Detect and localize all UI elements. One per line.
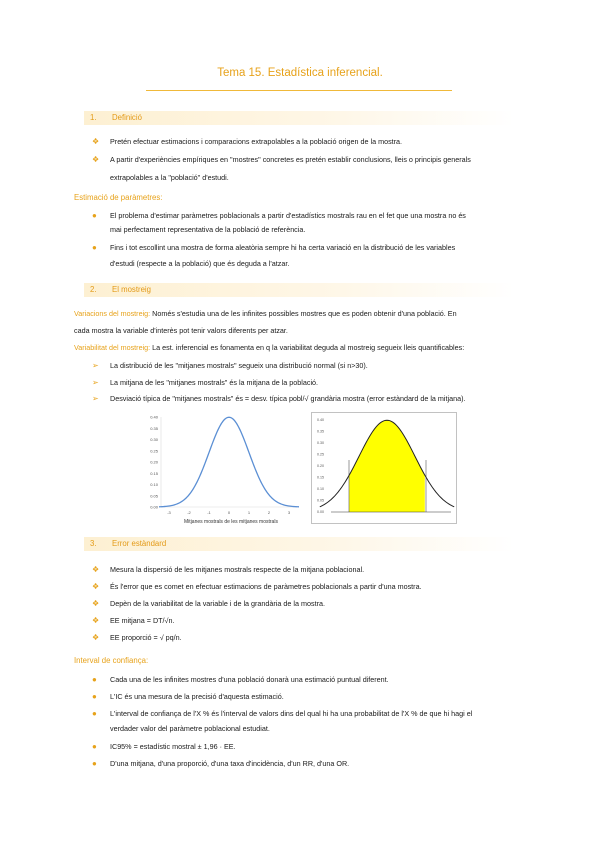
x-tick-label: 3 <box>287 510 291 515</box>
round-bullet-icon: ● <box>92 759 97 768</box>
section-label: El mostreig <box>112 285 151 294</box>
y-tick-label: 0.20 <box>317 464 324 469</box>
x-tick-label: -3 <box>167 510 171 515</box>
section-number: 1. <box>90 113 97 122</box>
section-header-mostreig <box>84 283 514 297</box>
diamond-bullet-icon: ❖ <box>92 633 100 642</box>
section-label: Error estàndard <box>112 539 167 548</box>
section-number: 3. <box>90 539 97 548</box>
y-tick-label: 0.15 <box>150 470 158 476</box>
round-bullet-icon: ● <box>92 211 97 220</box>
paragraph-lead: Variacions del mostreig: <box>74 309 151 318</box>
x-axis-label: Mitjanes mostrals de les mitjanes mostrals <box>184 519 278 525</box>
y-tick-label: 0.00 <box>150 504 158 510</box>
section-number: 2. <box>90 285 97 294</box>
diamond-bullet-icon: ❖ <box>92 616 100 625</box>
normal-distribution-chart <box>145 412 305 530</box>
round-bullet-icon: ● <box>92 709 97 718</box>
paragraph-continuation: cada mostra la variable d'interès pot tenir valors diferents per atzar. <box>74 326 288 335</box>
paragraph-lead: Variabilitat del mostreig: <box>74 343 151 352</box>
page-title: Tema 15. Estadística inferencial. <box>217 67 383 79</box>
arrow-bullet-icon: ➢ <box>92 394 99 403</box>
round-bullet-icon: ● <box>92 742 97 751</box>
diamond-bullet-icon: ❖ <box>92 565 100 574</box>
y-tick-label: 0.20 <box>150 459 158 465</box>
x-tick-label: 1 <box>247 510 251 515</box>
y-tick-label: 0.30 <box>317 441 324 446</box>
x-tick-label: -1 <box>207 510 211 515</box>
y-tick-label: 0.05 <box>317 498 324 503</box>
section-header-definicio <box>84 111 514 125</box>
y-tick-label: 0.35 <box>317 429 324 434</box>
round-bullet-icon: ● <box>92 692 97 701</box>
subheading-estimacio: Estimació de paràmetres: <box>74 193 163 202</box>
diamond-bullet-icon: ❖ <box>92 599 100 608</box>
diamond-bullet-icon: ❖ <box>92 137 100 146</box>
paragraph-variabilitat: Variabilitat del mostreig: La est. inferencial es fonamenta en q la variabilitat deguda al mostreig segueix lleis quantificables: <box>74 343 465 352</box>
y-tick-label: 0.10 <box>317 487 324 492</box>
diamond-bullet-icon: ❖ <box>92 155 100 164</box>
y-tick-label: 0.35 <box>150 425 158 431</box>
x-tick-label: 0 <box>227 510 231 515</box>
subheading-interval: Interval de confiança: <box>74 656 149 665</box>
y-tick-label: 0.40 <box>317 418 324 423</box>
y-tick-label: 0.25 <box>317 452 324 457</box>
y-tick-label: 0.00 <box>317 510 324 515</box>
y-tick-label: 0.30 <box>150 437 158 442</box>
diamond-bullet-icon: ❖ <box>92 582 100 591</box>
round-bullet-icon: ● <box>92 675 97 684</box>
x-tick-label: -2 <box>187 510 191 515</box>
arrow-bullet-icon: ➢ <box>92 361 99 370</box>
y-tick-label: 0.15 <box>317 475 324 480</box>
title-underline <box>146 90 452 91</box>
x-tick-label: 2 <box>267 510 271 515</box>
section-label: Definició <box>112 113 142 122</box>
y-tick-label: 0.40 <box>150 414 158 420</box>
normal-curve-line <box>159 417 299 507</box>
paragraph-variacions: Variacions del mostreig: Només s'estudia una de les infinites possibles mostres que es poden obtenir d'una població. En <box>74 309 457 318</box>
y-tick-label: 0.25 <box>150 448 158 454</box>
shaded-normal-chart <box>311 412 457 524</box>
y-tick-label: 0.10 <box>150 482 158 487</box>
round-bullet-icon: ● <box>92 243 97 252</box>
section-header-error-estandard <box>84 537 514 551</box>
arrow-bullet-icon: ➢ <box>92 378 99 387</box>
y-tick-label: 0.05 <box>150 493 158 499</box>
